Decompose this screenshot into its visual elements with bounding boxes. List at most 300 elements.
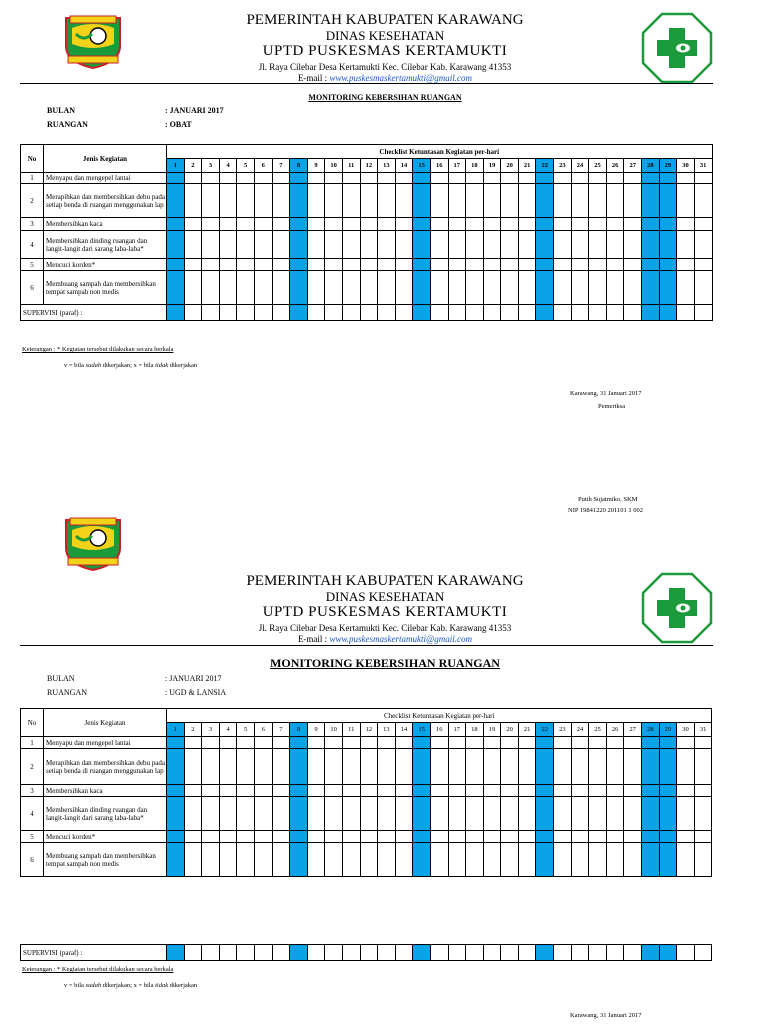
check-cell[interactable] [167, 173, 185, 184]
check-cell[interactable] [378, 831, 396, 843]
check-cell[interactable] [290, 749, 308, 785]
check-cell[interactable] [395, 184, 413, 218]
check-cell[interactable] [659, 184, 677, 218]
check-cell[interactable] [413, 184, 431, 218]
check-cell[interactable] [554, 259, 572, 271]
check-cell[interactable] [518, 184, 536, 218]
check-cell[interactable] [237, 737, 255, 749]
check-cell[interactable] [466, 184, 484, 218]
check-cell[interactable] [554, 271, 572, 305]
check-cell[interactable] [202, 259, 220, 271]
check-cell[interactable] [536, 173, 554, 184]
check-cell[interactable] [219, 737, 237, 749]
check-cell[interactable] [448, 749, 466, 785]
check-cell[interactable] [518, 259, 536, 271]
check-cell[interactable] [307, 843, 325, 877]
check-cell[interactable] [290, 259, 308, 271]
paraf-cell[interactable] [430, 945, 448, 961]
paraf-cell[interactable] [448, 305, 466, 321]
check-cell[interactable] [254, 749, 272, 785]
check-cell[interactable] [518, 843, 536, 877]
check-cell[interactable] [237, 797, 255, 831]
check-cell[interactable] [167, 843, 185, 877]
check-cell[interactable] [694, 231, 712, 259]
check-cell[interactable] [448, 231, 466, 259]
check-cell[interactable] [501, 218, 519, 231]
check-cell[interactable] [430, 797, 448, 831]
paraf-cell[interactable] [694, 945, 712, 961]
paraf-cell[interactable] [606, 945, 624, 961]
paraf-cell[interactable] [360, 305, 378, 321]
check-cell[interactable] [219, 218, 237, 231]
check-cell[interactable] [694, 271, 712, 305]
check-cell[interactable] [325, 259, 343, 271]
check-cell[interactable] [272, 184, 290, 218]
check-cell[interactable] [342, 749, 360, 785]
check-cell[interactable] [342, 785, 360, 797]
check-cell[interactable] [448, 785, 466, 797]
check-cell[interactable] [395, 173, 413, 184]
check-cell[interactable] [571, 797, 589, 831]
check-cell[interactable] [237, 785, 255, 797]
check-cell[interactable] [677, 271, 695, 305]
check-cell[interactable] [413, 173, 431, 184]
check-cell[interactable] [378, 218, 396, 231]
check-cell[interactable] [483, 259, 501, 271]
paraf-cell[interactable] [642, 945, 660, 961]
check-cell[interactable] [589, 184, 607, 218]
check-cell[interactable] [378, 749, 396, 785]
check-cell[interactable] [254, 843, 272, 877]
check-cell[interactable] [642, 184, 660, 218]
check-cell[interactable] [571, 749, 589, 785]
check-cell[interactable] [606, 271, 624, 305]
check-cell[interactable] [642, 749, 660, 785]
check-cell[interactable] [518, 749, 536, 785]
check-cell[interactable] [342, 259, 360, 271]
check-cell[interactable] [518, 737, 536, 749]
check-cell[interactable] [184, 173, 202, 184]
check-cell[interactable] [659, 259, 677, 271]
check-cell[interactable] [219, 749, 237, 785]
check-cell[interactable] [501, 271, 519, 305]
check-cell[interactable] [360, 231, 378, 259]
check-cell[interactable] [624, 797, 642, 831]
check-cell[interactable] [659, 797, 677, 831]
check-cell[interactable] [325, 271, 343, 305]
check-cell[interactable] [536, 831, 554, 843]
check-cell[interactable] [430, 785, 448, 797]
check-cell[interactable] [677, 843, 695, 877]
check-cell[interactable] [483, 749, 501, 785]
check-cell[interactable] [237, 231, 255, 259]
check-cell[interactable] [430, 831, 448, 843]
check-cell[interactable] [677, 749, 695, 785]
check-cell[interactable] [571, 785, 589, 797]
check-cell[interactable] [589, 797, 607, 831]
check-cell[interactable] [272, 173, 290, 184]
check-cell[interactable] [167, 749, 185, 785]
paraf-cell[interactable] [518, 305, 536, 321]
check-cell[interactable] [167, 259, 185, 271]
check-cell[interactable] [290, 231, 308, 259]
check-cell[interactable] [360, 749, 378, 785]
check-cell[interactable] [342, 737, 360, 749]
check-cell[interactable] [624, 231, 642, 259]
paraf-cell[interactable] [272, 945, 290, 961]
check-cell[interactable] [167, 831, 185, 843]
paraf-cell[interactable] [571, 945, 589, 961]
check-cell[interactable] [554, 843, 572, 877]
check-cell[interactable] [237, 184, 255, 218]
check-cell[interactable] [694, 785, 712, 797]
check-cell[interactable] [254, 218, 272, 231]
check-cell[interactable] [167, 271, 185, 305]
check-cell[interactable] [237, 259, 255, 271]
check-cell[interactable] [202, 831, 220, 843]
check-cell[interactable] [413, 843, 431, 877]
check-cell[interactable] [184, 785, 202, 797]
paraf-cell[interactable] [325, 945, 343, 961]
check-cell[interactable] [360, 737, 378, 749]
check-cell[interactable] [360, 271, 378, 305]
check-cell[interactable] [202, 184, 220, 218]
check-cell[interactable] [536, 218, 554, 231]
check-cell[interactable] [448, 184, 466, 218]
check-cell[interactable] [642, 271, 660, 305]
check-cell[interactable] [466, 737, 484, 749]
check-cell[interactable] [395, 218, 413, 231]
check-cell[interactable] [325, 231, 343, 259]
check-cell[interactable] [677, 259, 695, 271]
check-cell[interactable] [237, 173, 255, 184]
check-cell[interactable] [378, 843, 396, 877]
check-cell[interactable] [606, 843, 624, 877]
check-cell[interactable] [184, 218, 202, 231]
check-cell[interactable] [184, 271, 202, 305]
check-cell[interactable] [167, 218, 185, 231]
check-cell[interactable] [202, 843, 220, 877]
check-cell[interactable] [571, 831, 589, 843]
check-cell[interactable] [378, 785, 396, 797]
paraf-cell[interactable] [677, 945, 695, 961]
check-cell[interactable] [466, 831, 484, 843]
paraf-cell[interactable] [167, 945, 185, 961]
check-cell[interactable] [518, 173, 536, 184]
check-cell[interactable] [272, 271, 290, 305]
check-cell[interactable] [606, 831, 624, 843]
check-cell[interactable] [659, 749, 677, 785]
check-cell[interactable] [518, 231, 536, 259]
check-cell[interactable] [342, 843, 360, 877]
paraf-cell[interactable] [272, 305, 290, 321]
check-cell[interactable] [624, 749, 642, 785]
paraf-cell[interactable] [536, 305, 554, 321]
check-cell[interactable] [554, 231, 572, 259]
check-cell[interactable] [307, 231, 325, 259]
check-cell[interactable] [430, 843, 448, 877]
check-cell[interactable] [378, 231, 396, 259]
check-cell[interactable] [571, 231, 589, 259]
check-cell[interactable] [589, 231, 607, 259]
check-cell[interactable] [694, 173, 712, 184]
check-cell[interactable] [413, 259, 431, 271]
paraf-cell[interactable] [466, 305, 484, 321]
check-cell[interactable] [395, 737, 413, 749]
paraf-cell[interactable] [202, 945, 220, 961]
check-cell[interactable] [184, 749, 202, 785]
paraf-cell[interactable] [589, 305, 607, 321]
check-cell[interactable] [342, 797, 360, 831]
check-cell[interactable] [518, 831, 536, 843]
check-cell[interactable] [536, 749, 554, 785]
check-cell[interactable] [659, 173, 677, 184]
paraf-cell[interactable] [589, 945, 607, 961]
check-cell[interactable] [290, 843, 308, 877]
check-cell[interactable] [219, 843, 237, 877]
check-cell[interactable] [342, 831, 360, 843]
check-cell[interactable] [501, 797, 519, 831]
check-cell[interactable] [413, 271, 431, 305]
check-cell[interactable] [290, 737, 308, 749]
check-cell[interactable] [642, 173, 660, 184]
paraf-cell[interactable] [554, 945, 572, 961]
check-cell[interactable] [589, 843, 607, 877]
check-cell[interactable] [342, 184, 360, 218]
check-cell[interactable] [184, 843, 202, 877]
check-cell[interactable] [448, 271, 466, 305]
check-cell[interactable] [642, 831, 660, 843]
check-cell[interactable] [554, 184, 572, 218]
check-cell[interactable] [501, 173, 519, 184]
check-cell[interactable] [694, 797, 712, 831]
check-cell[interactable] [254, 797, 272, 831]
check-cell[interactable] [694, 843, 712, 877]
check-cell[interactable] [448, 831, 466, 843]
check-cell[interactable] [677, 831, 695, 843]
check-cell[interactable] [272, 797, 290, 831]
check-cell[interactable] [624, 173, 642, 184]
check-cell[interactable] [325, 785, 343, 797]
paraf-cell[interactable] [395, 945, 413, 961]
check-cell[interactable] [395, 785, 413, 797]
check-cell[interactable] [342, 231, 360, 259]
check-cell[interactable] [272, 843, 290, 877]
check-cell[interactable] [307, 737, 325, 749]
check-cell[interactable] [307, 259, 325, 271]
check-cell[interactable] [659, 271, 677, 305]
check-cell[interactable] [219, 785, 237, 797]
paraf-cell[interactable] [694, 305, 712, 321]
check-cell[interactable] [536, 259, 554, 271]
check-cell[interactable] [483, 843, 501, 877]
check-cell[interactable] [307, 218, 325, 231]
check-cell[interactable] [254, 831, 272, 843]
paraf-cell[interactable] [237, 305, 255, 321]
paraf-cell[interactable] [167, 305, 185, 321]
check-cell[interactable] [325, 831, 343, 843]
check-cell[interactable] [448, 259, 466, 271]
check-cell[interactable] [307, 785, 325, 797]
paraf-cell[interactable] [290, 305, 308, 321]
check-cell[interactable] [290, 271, 308, 305]
paraf-cell[interactable] [659, 945, 677, 961]
check-cell[interactable] [237, 218, 255, 231]
check-cell[interactable] [430, 231, 448, 259]
check-cell[interactable] [483, 271, 501, 305]
check-cell[interactable] [554, 797, 572, 831]
paraf-cell[interactable] [395, 305, 413, 321]
check-cell[interactable] [589, 271, 607, 305]
check-cell[interactable] [219, 259, 237, 271]
check-cell[interactable] [290, 184, 308, 218]
check-cell[interactable] [466, 173, 484, 184]
check-cell[interactable] [642, 218, 660, 231]
paraf-cell[interactable] [378, 305, 396, 321]
check-cell[interactable] [307, 831, 325, 843]
check-cell[interactable] [677, 737, 695, 749]
check-cell[interactable] [501, 184, 519, 218]
check-cell[interactable] [307, 797, 325, 831]
check-cell[interactable] [677, 218, 695, 231]
check-cell[interactable] [395, 843, 413, 877]
paraf-cell[interactable] [624, 945, 642, 961]
check-cell[interactable] [378, 173, 396, 184]
paraf-cell[interactable] [202, 305, 220, 321]
paraf-cell[interactable] [501, 305, 519, 321]
check-cell[interactable] [606, 785, 624, 797]
check-cell[interactable] [430, 749, 448, 785]
check-cell[interactable] [307, 271, 325, 305]
check-cell[interactable] [466, 231, 484, 259]
check-cell[interactable] [307, 749, 325, 785]
check-cell[interactable] [483, 184, 501, 218]
check-cell[interactable] [554, 737, 572, 749]
check-cell[interactable] [325, 797, 343, 831]
check-cell[interactable] [624, 785, 642, 797]
check-cell[interactable] [272, 749, 290, 785]
check-cell[interactable] [184, 737, 202, 749]
paraf-cell[interactable] [378, 945, 396, 961]
check-cell[interactable] [659, 231, 677, 259]
check-cell[interactable] [677, 173, 695, 184]
check-cell[interactable] [624, 184, 642, 218]
check-cell[interactable] [360, 184, 378, 218]
paraf-cell[interactable] [430, 305, 448, 321]
check-cell[interactable] [202, 271, 220, 305]
check-cell[interactable] [325, 184, 343, 218]
check-cell[interactable] [430, 259, 448, 271]
check-cell[interactable] [518, 797, 536, 831]
check-cell[interactable] [202, 173, 220, 184]
check-cell[interactable] [642, 785, 660, 797]
check-cell[interactable] [501, 259, 519, 271]
check-cell[interactable] [642, 843, 660, 877]
check-cell[interactable] [466, 259, 484, 271]
check-cell[interactable] [272, 831, 290, 843]
check-cell[interactable] [606, 797, 624, 831]
paraf-cell[interactable] [536, 945, 554, 961]
check-cell[interactable] [413, 785, 431, 797]
check-cell[interactable] [571, 218, 589, 231]
check-cell[interactable] [554, 749, 572, 785]
check-cell[interactable] [483, 737, 501, 749]
check-cell[interactable] [254, 184, 272, 218]
check-cell[interactable] [342, 173, 360, 184]
check-cell[interactable] [659, 831, 677, 843]
check-cell[interactable] [589, 749, 607, 785]
paraf-cell[interactable] [184, 945, 202, 961]
check-cell[interactable] [571, 271, 589, 305]
check-cell[interactable] [501, 737, 519, 749]
check-cell[interactable] [518, 785, 536, 797]
check-cell[interactable] [518, 271, 536, 305]
check-cell[interactable] [184, 797, 202, 831]
paraf-cell[interactable] [554, 305, 572, 321]
check-cell[interactable] [254, 259, 272, 271]
check-cell[interactable] [430, 218, 448, 231]
paraf-cell[interactable] [677, 305, 695, 321]
check-cell[interactable] [571, 843, 589, 877]
paraf-cell[interactable] [342, 305, 360, 321]
check-cell[interactable] [483, 831, 501, 843]
check-cell[interactable] [202, 737, 220, 749]
check-cell[interactable] [536, 231, 554, 259]
check-cell[interactable] [501, 749, 519, 785]
paraf-cell[interactable] [307, 305, 325, 321]
check-cell[interactable] [254, 271, 272, 305]
check-cell[interactable] [413, 831, 431, 843]
paraf-cell[interactable] [325, 305, 343, 321]
check-cell[interactable] [589, 259, 607, 271]
paraf-cell[interactable] [307, 945, 325, 961]
check-cell[interactable] [483, 218, 501, 231]
check-cell[interactable] [395, 259, 413, 271]
check-cell[interactable] [554, 785, 572, 797]
check-cell[interactable] [483, 231, 501, 259]
check-cell[interactable] [290, 785, 308, 797]
check-cell[interactable] [659, 843, 677, 877]
check-cell[interactable] [483, 797, 501, 831]
check-cell[interactable] [483, 785, 501, 797]
check-cell[interactable] [378, 271, 396, 305]
check-cell[interactable] [536, 843, 554, 877]
check-cell[interactable] [202, 785, 220, 797]
check-cell[interactable] [360, 785, 378, 797]
check-cell[interactable] [536, 737, 554, 749]
check-cell[interactable] [378, 259, 396, 271]
check-cell[interactable] [694, 749, 712, 785]
check-cell[interactable] [536, 271, 554, 305]
check-cell[interactable] [589, 737, 607, 749]
check-cell[interactable] [589, 218, 607, 231]
check-cell[interactable] [501, 831, 519, 843]
paraf-cell[interactable] [501, 945, 519, 961]
check-cell[interactable] [360, 218, 378, 231]
check-cell[interactable] [325, 749, 343, 785]
check-cell[interactable] [360, 259, 378, 271]
check-cell[interactable] [219, 831, 237, 843]
paraf-cell[interactable] [254, 945, 272, 961]
check-cell[interactable] [501, 843, 519, 877]
check-cell[interactable] [272, 785, 290, 797]
paraf-cell[interactable] [290, 945, 308, 961]
check-cell[interactable] [659, 785, 677, 797]
check-cell[interactable] [677, 184, 695, 218]
check-cell[interactable] [219, 173, 237, 184]
check-cell[interactable] [642, 737, 660, 749]
check-cell[interactable] [606, 184, 624, 218]
